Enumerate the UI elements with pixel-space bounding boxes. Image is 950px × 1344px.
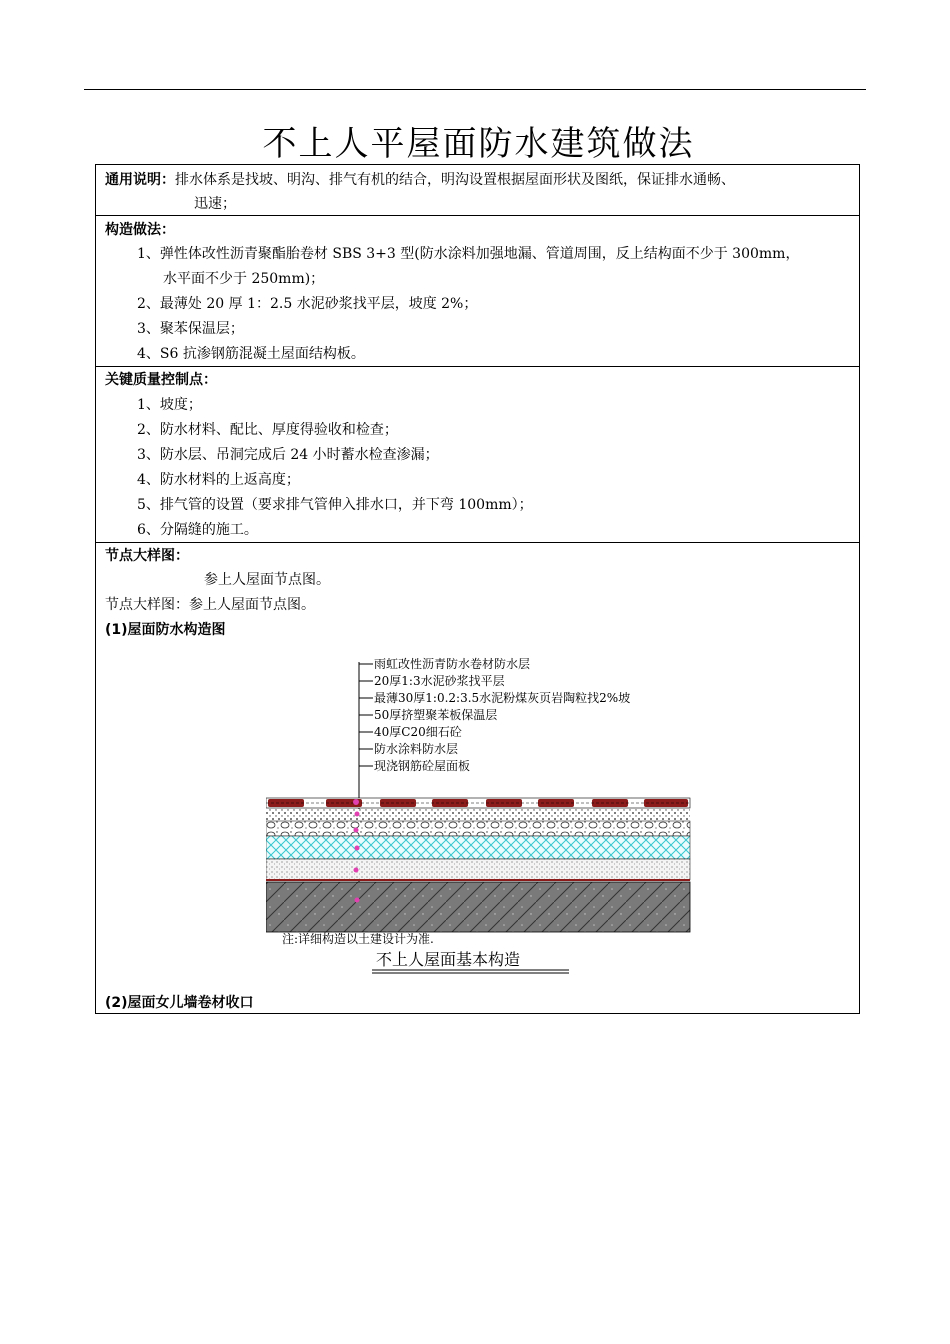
layer-labels	[359, 656, 630, 773]
diagram-note: 注:详细构造以土建设计为准.	[282, 932, 434, 946]
divider	[96, 215, 859, 216]
layer-label: 防水涂料防水层	[374, 742, 459, 756]
diagram-caption: 不上人屋面基本构造	[376, 950, 521, 969]
nodes-ref-full: 节点大样图：参上人屋面节点图。	[105, 597, 315, 613]
page-title: 不上人平屋面防水建筑做法	[262, 124, 695, 164]
fine-concrete-layer	[266, 859, 690, 880]
mortar-layer	[266, 809, 690, 821]
figure-1-title: (1)屋面防水构造图	[105, 622, 226, 638]
figure-2-title: (2)屋面女儿墙卷材收口	[105, 995, 254, 1011]
insulation-layer	[266, 836, 690, 859]
header-rule	[84, 89, 866, 90]
general-row	[105, 170, 735, 190]
layer-label: 40厚C20细石砼	[374, 725, 462, 739]
quality-item: 2、防水材料、配比、厚度得验收和检查；	[137, 422, 398, 438]
content-table	[95, 164, 860, 1014]
quality-item: 3、防水层、吊洞完成后 24 小时蓄水检查渗漏；	[137, 447, 439, 463]
construction-item: 3、聚苯保温层；	[137, 321, 244, 337]
roof-section-diagram	[266, 650, 696, 975]
ceramsite-layer	[266, 821, 690, 836]
layer-label: 最薄30厚1:0.2:3.5水泥粉煤灰页岩陶粒找2%坡	[374, 691, 631, 705]
nodes-label: 节点大样图：	[105, 548, 189, 564]
divider	[96, 542, 859, 543]
nodes-ref: 参上人屋面节点图。	[204, 572, 330, 588]
quality-label: 关键质量控制点：	[105, 372, 217, 388]
general-text: 排水体系是找坡、明沟、排气有机的结合，明沟设置根据屋面形状及图纸，保证排水通畅、	[175, 172, 735, 188]
membrane-layer	[266, 798, 690, 808]
construction-item: 2、最薄处 20 厚 1：2.5 水泥砂浆找平层，坡度 2%；	[137, 296, 478, 312]
quality-item: 4、防水材料的上返高度；	[137, 472, 300, 488]
slab-layer	[266, 882, 690, 932]
general-label: 通用说明：	[105, 172, 175, 188]
layer-label: 50厚挤塑聚苯板保温层	[374, 708, 498, 722]
divider	[96, 366, 859, 367]
quality-item: 1、坡度；	[137, 397, 202, 413]
layer-label: 雨虹改性沥青防水卷材防水层	[374, 657, 531, 671]
construction-item: 4、S6 抗渗钢筋混凝土屋面结构板。	[137, 346, 365, 362]
layer-label: 现浇钢筋砼屋面板	[374, 759, 471, 773]
construction-label: 构造做法：	[105, 222, 175, 238]
general-text-cont: 迅速；	[194, 196, 236, 212]
quality-item: 6、分隔缝的施工。	[137, 522, 258, 538]
construction-item: 1、弹性体改性沥青聚酯胎卷材 SBS 3+3 型(防水涂料加强地漏、管道周围，反上结构面不少于 300mm，	[137, 246, 800, 262]
quality-item: 5、排气管的设置（要求排气管伸入排水口，并下弯 100mm）；	[137, 497, 533, 513]
construction-item: 水平面不少于 250mm)；	[163, 271, 325, 287]
layer-label: 20厚1:3水泥砂浆找平层	[374, 674, 505, 688]
